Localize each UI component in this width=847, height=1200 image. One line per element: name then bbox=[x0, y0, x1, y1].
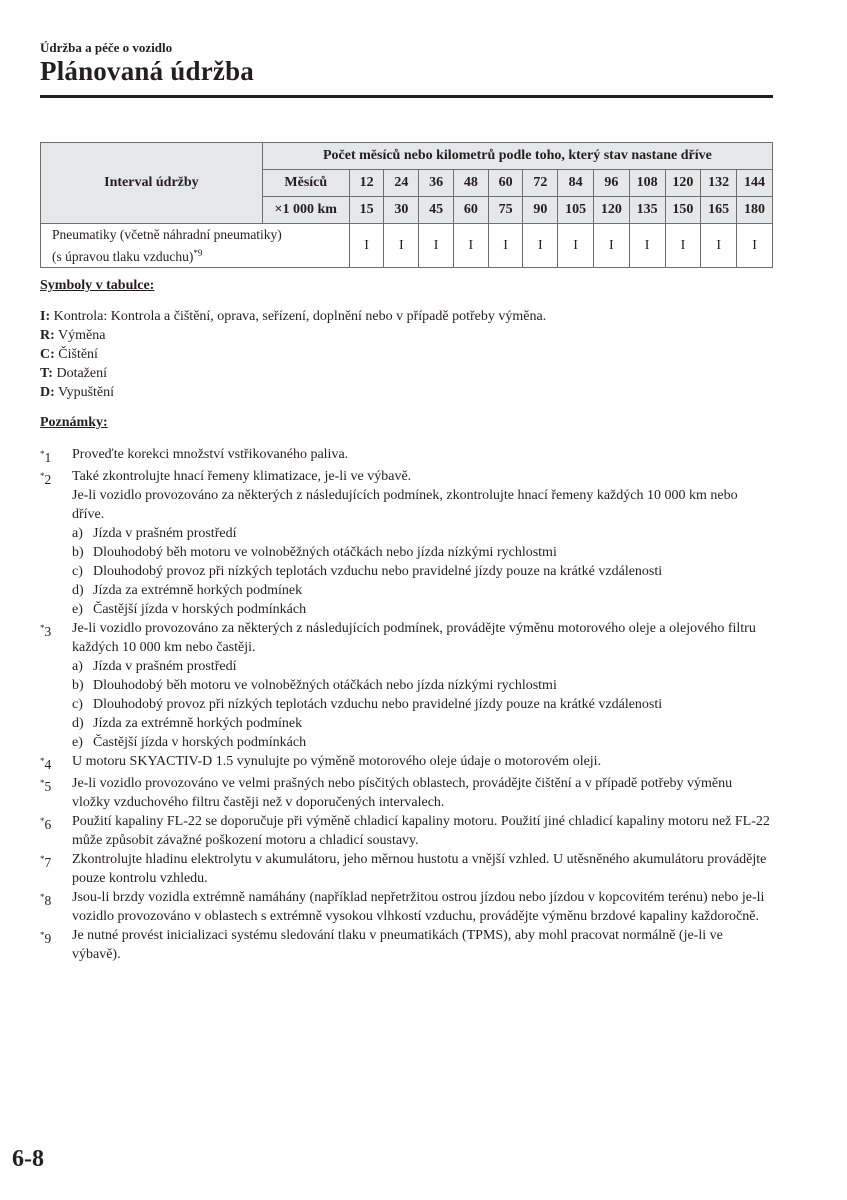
km-cell: 75 bbox=[488, 197, 523, 224]
km-cell: 180 bbox=[737, 197, 773, 224]
legend-text: Čištění bbox=[54, 347, 98, 362]
legend-item bbox=[40, 364, 546, 383]
note-body bbox=[72, 619, 770, 752]
note-text: Zkontrolujte hladinu elektrolytu v akumulátoru, jeho měrnou hustotu a vnější vzhled. U utěsněného akumulátoru provádějte pouze kontrolu vzhledu. bbox=[72, 852, 767, 886]
note-number: *2 bbox=[40, 471, 52, 487]
table-row bbox=[41, 224, 773, 268]
note-subitem: d) Jízda za extrémně horkých podmínek bbox=[72, 583, 303, 598]
value-cell: I bbox=[737, 224, 773, 268]
note-number: *9 bbox=[40, 930, 52, 946]
legend-list bbox=[40, 307, 546, 402]
months-label: Měsíců bbox=[262, 170, 349, 197]
value-cell: I bbox=[384, 224, 419, 268]
span-header: Počet měsíců nebo kilometrů podle toho, který stav nastane dříve bbox=[262, 143, 772, 170]
value-cell: I bbox=[593, 224, 629, 268]
month-cell: 24 bbox=[384, 170, 419, 197]
legend-text: Kontrola: Kontrola a čištění, oprava, seřízení, doplnění nebo v případě potřeby výměna. bbox=[50, 309, 547, 324]
note-2 bbox=[40, 467, 770, 619]
value-cell: I bbox=[453, 224, 488, 268]
title-rule bbox=[40, 95, 773, 98]
km-cell: 45 bbox=[419, 197, 454, 224]
note-9 bbox=[40, 926, 770, 964]
note-1 bbox=[40, 445, 770, 467]
legend-item bbox=[40, 345, 546, 364]
note-number: *7 bbox=[40, 854, 52, 870]
legend-key: D: bbox=[40, 385, 55, 400]
legend-text: Vypuštění bbox=[54, 385, 115, 400]
note-text: Je-li vozidlo provozováno za některých z následujících podmínek, zkontrolujte hnací řemeny každých 10 000 km nebo dříve. bbox=[72, 488, 738, 522]
legend-text: Dotažení bbox=[52, 366, 107, 381]
legend-key: T: bbox=[40, 366, 53, 381]
item-label-line1: Pneumatiky (včetně náhradní pneumatiky) bbox=[52, 227, 282, 242]
note-text: Jsou-li brzdy vozidla extrémně namáhány (například nepřetržitou ostrou jízdou nebo jízdou v kopcovitém terénu) nebo je-li vozidlo provozováno v oblastech s extrémně vysokou vlhkostí vzduchu, provádějte výměnu brzdové kapaliny každoročně. bbox=[72, 890, 765, 924]
item-footnote-ref: *9 bbox=[193, 248, 203, 258]
note-4 bbox=[40, 752, 770, 774]
item-label-line2: (s úpravou tlaku vzduchu) bbox=[52, 249, 194, 264]
notes-heading: Poznámky: bbox=[40, 415, 108, 430]
note-text: Je nutné provést inicializaci systému sledování tlaku v pneumatikách (TPMS), aby mohl pracovat normálně (je-li ve výbavě). bbox=[72, 928, 723, 962]
item-label bbox=[41, 224, 350, 268]
month-cell: 144 bbox=[737, 170, 773, 197]
value-cell: I bbox=[349, 224, 384, 268]
month-cell: 12 bbox=[349, 170, 384, 197]
value-cell: I bbox=[701, 224, 737, 268]
interval-header: Interval údržby bbox=[41, 143, 263, 224]
note-3 bbox=[40, 619, 770, 752]
value-cell: I bbox=[629, 224, 665, 268]
note-body bbox=[72, 467, 770, 619]
km-cell: 90 bbox=[523, 197, 558, 224]
page-number: 6-8 bbox=[12, 1146, 44, 1172]
note-number: *4 bbox=[40, 756, 52, 772]
note-text: U motoru SKYACTIV-D 1.5 vynulujte po výměně motorového oleje údaje o motorovém oleji. bbox=[72, 754, 602, 769]
month-cell: 108 bbox=[629, 170, 665, 197]
km-cell: 165 bbox=[701, 197, 737, 224]
value-cell: I bbox=[558, 224, 594, 268]
value-cell: I bbox=[419, 224, 454, 268]
value-cell: I bbox=[665, 224, 701, 268]
note-text: Také zkontrolujte hnací řemeny klimatizace, je-li ve výbavě. bbox=[72, 469, 412, 484]
value-cell: I bbox=[488, 224, 523, 268]
month-cell: 132 bbox=[701, 170, 737, 197]
note-subitem: e) Častější jízda v horských podmínkách bbox=[72, 735, 307, 750]
legend-key: I: bbox=[40, 309, 51, 324]
month-cell: 84 bbox=[558, 170, 594, 197]
note-text: Je-li vozidlo provozováno za některých z následujících podmínek, provádějte výměnu motorového oleje a olejového filtru každých 10 000 km nebo častěji. bbox=[72, 621, 756, 655]
month-cell: 72 bbox=[523, 170, 558, 197]
note-text: Proveďte korekci množství vstřikovaného paliva. bbox=[72, 447, 349, 462]
note-number: *6 bbox=[40, 816, 52, 832]
month-cell: 120 bbox=[665, 170, 701, 197]
legend-heading: Symboly v tabulce: bbox=[40, 278, 155, 293]
note-subitem: b) Dlouhodobý běh motoru ve volnoběžných otáčkách nebo jízda nízkými rychlostmi bbox=[72, 545, 557, 560]
note-subitem: d) Jízda za extrémně horkých podmínek bbox=[72, 716, 303, 731]
note-text: Je-li vozidlo provozováno ve velmi prašných nebo písčitých oblastech, provádějte čištění a v případě potřeby výměnu vložky vzduchového filtru častěji než v doporučených intervalech. bbox=[72, 776, 733, 810]
note-5 bbox=[40, 774, 770, 812]
km-label: ×1 000 km bbox=[262, 197, 349, 224]
note-subitem: a) Jízda v prašném prostředí bbox=[72, 526, 237, 541]
note-8 bbox=[40, 888, 770, 926]
page-title: Plánovaná údržba bbox=[40, 56, 254, 86]
note-number: *3 bbox=[40, 623, 52, 639]
legend-item bbox=[40, 307, 546, 326]
note-text: Použití kapaliny FL-22 se doporučuje při výměně chladicí kapaliny motoru. Použití jiné chladicí kapaliny motoru než FL-22 může způsobit závažné poškození motoru a chladicí soustavy. bbox=[72, 814, 770, 848]
month-cell: 36 bbox=[419, 170, 454, 197]
note-number: *5 bbox=[40, 778, 52, 794]
km-cell: 15 bbox=[349, 197, 384, 224]
note-number: *8 bbox=[40, 892, 52, 908]
maintenance-table bbox=[40, 142, 773, 268]
note-subitem: a) Jízda v prašném prostředí bbox=[72, 659, 237, 674]
note-7 bbox=[40, 850, 770, 888]
km-cell: 150 bbox=[665, 197, 701, 224]
month-cell: 48 bbox=[453, 170, 488, 197]
legend-item bbox=[40, 383, 546, 402]
table-header-row bbox=[41, 143, 773, 170]
month-cell: 60 bbox=[488, 170, 523, 197]
month-cell: 96 bbox=[593, 170, 629, 197]
note-subitem: c) Dlouhodobý provoz při nízkých teplotách vzduchu nebo pravidelné jízdy pouze na krátké vzdálenosti bbox=[72, 697, 663, 712]
km-cell: 60 bbox=[453, 197, 488, 224]
legend-key: R: bbox=[40, 328, 55, 343]
legend-item bbox=[40, 326, 546, 345]
value-cell: I bbox=[523, 224, 558, 268]
section-label: Údržba a péče o vozidlo bbox=[40, 40, 173, 55]
km-cell: 30 bbox=[384, 197, 419, 224]
note-number: *1 bbox=[40, 449, 52, 465]
note-6 bbox=[40, 812, 770, 850]
legend-key: C: bbox=[40, 347, 55, 362]
km-cell: 120 bbox=[593, 197, 629, 224]
notes-list bbox=[40, 445, 770, 964]
legend-text: Výměna bbox=[54, 328, 106, 343]
note-subitem: b) Dlouhodobý běh motoru ve volnoběžných otáčkách nebo jízda nízkými rychlostmi bbox=[72, 678, 557, 693]
km-cell: 135 bbox=[629, 197, 665, 224]
note-subitem: c) Dlouhodobý provoz při nízkých teplotách vzduchu nebo pravidelné jízdy pouze na krátké vzdálenosti bbox=[72, 564, 663, 579]
km-cell: 105 bbox=[558, 197, 594, 224]
note-subitem: e) Častější jízda v horských podmínkách bbox=[72, 602, 307, 617]
